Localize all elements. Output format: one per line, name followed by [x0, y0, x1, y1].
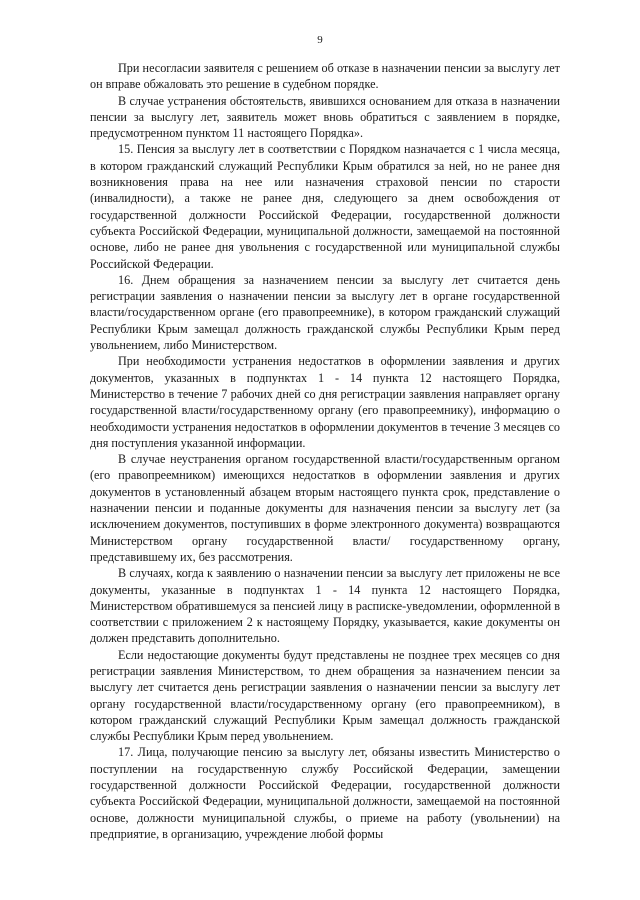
paragraph-16-deficiencies: При необходимости устранения недостатков в оформлении заявления и других документов, указанных в подпунктах 1 - 14 пункта 12 настоящего Порядка, Министерство в течение 7 рабочих дней со дня регистрации заявления направляет органу государственной власти/государственному органу (его правопреемнику), информацию о необходимости устранения недостатков в оформлении документов в течение 3 месяцев со дня поступления указанной информации.: [90, 354, 560, 450]
paragraph-16-return: В случае неустранения органом государственной власти/государственным органом (его правопреемником) имеющихся недостатков в оформлении заявления и других документов в установленный абзацем вторым настоящего пункта срок, представление о назначении пенсии и поданные документы для назначения пенсии за выслугу лет (за исключением документов, поступивших в форме электронного документа) возвращаются Министерством органу государственной власти/ государственному органу, представившему их, без рассмотрения.: [90, 452, 560, 564]
paragraph-reapply: В случае устранения обстоятельств, явившихся основанием для отказа в назначении пенсии за выслугу лет, заявитель может вновь обратиться с заявлением в порядке, предусмотренном пунктом 11 настоящего Порядка».: [90, 93, 560, 141]
paragraph-15: 15. Пенсия за выслугу лет в соответствии с Порядком назначается с 1 числа месяца, в котором гражданский служащий Республики Крым обратился за ней, но не ранее дня возникновения права на нее или назначения страховой пенсии по старости (инвалидности), а также не ранее дня, следующего за днем освобождения от государственной должности Российской Федерации, государственной должности субъекта Российской Федерации, муниципальной должности, замещаемой на постоянной основе, либо не ранее дня увольнения с государственной или муниципальной службы Российской Федерации.: [90, 142, 560, 271]
paragraph-16-missing-documents: В случаях, когда к заявлению о назначении пенсии за выслугу лет приложены не все документы, указанные в подпунктах 1 - 14 пункта 12 настоящего Порядка, Министерством обратившемуся за пенсией лицу в расписке-уведомлении, оформленной в соответствии с приложением 2 к настоящему Порядку, указывается, какие документы он должен представить дополнительно.: [90, 566, 560, 646]
document-body: [90, 60, 560, 842]
paragraph-16-deadline: Если недостающие документы будут представлены не позднее трех месяцев со дня регистрации заявления Министерством, то днем обращения за назначением пенсии за выслугу лет считается день регистрации заявления о назначении пенсии за выслугу лет органу государственной власти/государственному органу (его правопреемником), в котором гражданский служащий Республики Крым замещал должность гражданской службы Республики Крым перед увольнением.: [90, 647, 560, 744]
page-number: 9: [317, 34, 323, 46]
paragraph-16: 16. Днем обращения за назначением пенсии за выслугу лет считается день регистрации заявления о назначении пенсии за выслугу лет в органе государственной власти/государственном органе (его правопреемнике), в котором гражданский служащий Республики Крым замещал должность гражданской службы Республики Крым перед увольнением, либо Министерством.: [90, 272, 560, 353]
paragraph-17: 17. Лица, получающие пенсию за выслугу лет, обязаны известить Министерство о поступлении на государственную службу Российской Федерации, замещении государственной должности Российской Федерации, государственной должности субъекта Российской Федерации, муниципальной должности, замещаемой на постоянной основе, должности муниципальной службы, о приеме на работу (увольнении) на предприятие, в организацию, учреждение любой формы: [90, 745, 560, 841]
paragraph-appeal: При несогласии заявителя с решением об отказе в назначении пенсии за выслугу лет он вправе обжаловать это решение в судебном порядке.: [90, 61, 560, 92]
